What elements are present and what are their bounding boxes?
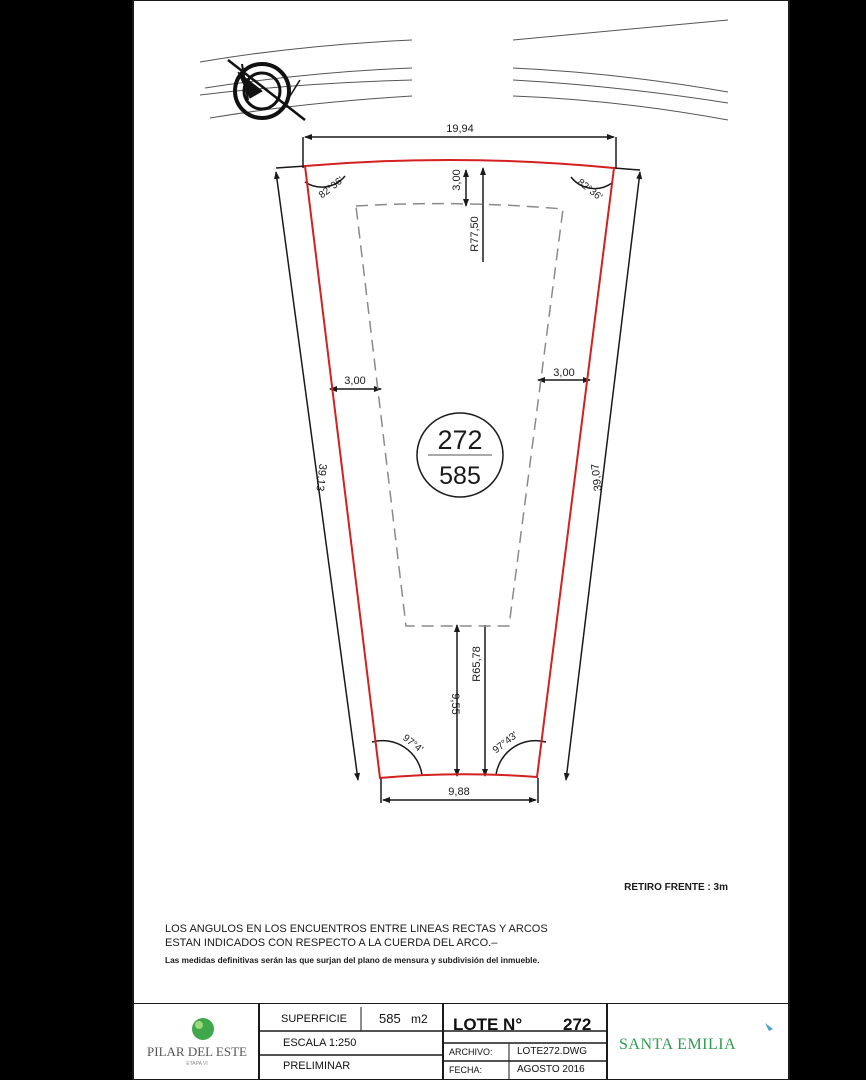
- angle-top-right: 82°36': [575, 177, 605, 204]
- logo-pilar-del-este: PILAR DEL ESTE: [147, 1044, 247, 1059]
- radius-bottom: R65,78: [471, 646, 483, 682]
- dim-bottom-setback: 9,55: [449, 693, 461, 715]
- superficie-unit: m2: [411, 1012, 428, 1026]
- lote-value: 272: [563, 1015, 592, 1034]
- setback-right: 3,00: [553, 367, 575, 379]
- note-line-1: LOS ANGULOS EN LOS ENCUENTROS ENTRE LINEAS RECTAS Y ARCOS: [165, 923, 548, 935]
- lot-number: 272: [437, 425, 483, 455]
- archivo-label: ARCHIVO:: [449, 1047, 493, 1057]
- dim-top-width: 19,94: [446, 123, 474, 135]
- title-block: [133, 1003, 789, 1080]
- dim-bottom-width: 9,88: [448, 786, 470, 798]
- angle-bottom-right: 97°43': [490, 730, 520, 757]
- compass-rose-icon: [228, 60, 305, 120]
- note-line-3: Las medidas definitivas serán las que surjan del plano de mensura y subdivisión del inmueble.: [165, 955, 540, 965]
- angle-top-left: 82°36': [316, 175, 346, 202]
- superficie-value: 585: [379, 1011, 401, 1026]
- radius-top: R77,50: [469, 216, 481, 252]
- dim-left-side: 39,13: [313, 462, 329, 492]
- preliminar: PRELIMINAR: [283, 1060, 351, 1072]
- setback-left: 3,00: [344, 375, 366, 387]
- sheet-border: [133, 0, 789, 1080]
- setback-front: 3,00: [451, 169, 463, 191]
- fecha-label: FECHA:: [449, 1065, 483, 1075]
- fecha-value: AGOSTO 2016: [517, 1064, 585, 1075]
- building-area-outline: [356, 204, 563, 626]
- logo-santa-emilia: SANTA EMILIA: [619, 1036, 737, 1053]
- lote-label: LOTE N°: [453, 1015, 523, 1034]
- lot-area-number: 585: [439, 462, 481, 490]
- logo-pilar-sub: ETAPA VI: [186, 1061, 208, 1067]
- retiro-note: RETIRO FRENTE : 3m: [624, 882, 728, 893]
- angle-bottom-left: 97°4': [400, 732, 425, 756]
- archivo-value: LOTE272.DWG: [517, 1046, 588, 1057]
- escala: ESCALA 1:250: [283, 1037, 357, 1049]
- superficie-label: SUPERFICIE: [281, 1013, 348, 1025]
- dim-right-side: 39,07: [589, 462, 605, 492]
- note-line-2: ESTAN INDICADOS CON RESPECTO A LA CUERDA DEL ARCO.–: [165, 937, 498, 949]
